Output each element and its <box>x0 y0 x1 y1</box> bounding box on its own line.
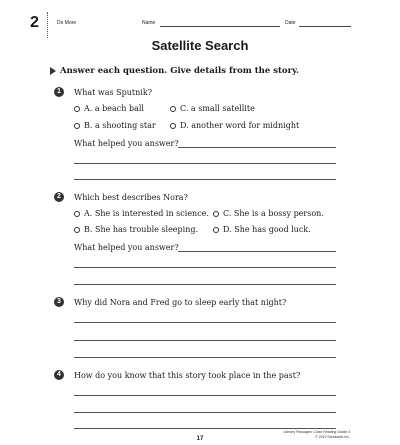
answer-line[interactable] <box>178 251 336 252</box>
answer-line[interactable] <box>74 412 336 413</box>
credit-line-1: Literary Passages: Close Reading Grade 3 <box>283 430 350 434</box>
answer-line[interactable] <box>74 267 336 268</box>
option-label: B. a shooting star <box>84 121 156 130</box>
answer-line[interactable] <box>74 428 336 429</box>
instructions: Answer each question. Give details from the story. <box>60 66 299 76</box>
helped-prompt: What helped you answer? <box>74 139 179 148</box>
answer-line[interactable] <box>178 147 336 148</box>
page-title: Satellite Search <box>151 38 249 53</box>
option-label: D. another word for midnight <box>180 121 300 130</box>
answer-line[interactable] <box>74 284 336 285</box>
question-number: 3 <box>54 297 64 307</box>
date-label: Date <box>285 20 296 26</box>
radio-circle-icon[interactable] <box>74 211 80 217</box>
credit-line-2: © 2019 Scholastic Inc. <box>315 434 350 439</box>
option-d[interactable] <box>170 121 299 130</box>
answer-line[interactable] <box>74 163 336 164</box>
date-line[interactable] <box>299 26 351 27</box>
answer-line[interactable] <box>74 179 336 180</box>
question-number: 4 <box>54 370 64 380</box>
option-c[interactable] <box>170 104 255 113</box>
option-d[interactable] <box>213 225 311 234</box>
question-text: Which best describes Nora? <box>74 193 188 202</box>
option-c[interactable] <box>213 209 324 218</box>
header-divider <box>47 12 48 38</box>
unit-label: Do More <box>57 20 77 26</box>
radio-circle-icon[interactable] <box>213 211 219 217</box>
answer-line[interactable] <box>74 322 336 323</box>
option-label: A. She is interested in science. <box>84 209 209 218</box>
answer-line[interactable] <box>74 357 336 358</box>
arrow-right-icon <box>50 67 56 75</box>
option-label: A. a beach ball <box>84 104 144 113</box>
page-number: 17 <box>196 436 204 442</box>
option-label: D. She has good luck. <box>223 225 311 234</box>
name-line[interactable] <box>160 26 280 27</box>
radio-circle-icon[interactable] <box>74 123 80 129</box>
credit-line <box>283 430 350 439</box>
name-label: Name <box>142 20 156 26</box>
option-b[interactable] <box>74 121 156 130</box>
radio-circle-icon[interactable] <box>74 106 80 112</box>
radio-circle-icon[interactable] <box>213 227 219 233</box>
radio-circle-icon[interactable] <box>170 106 176 112</box>
radio-circle-icon[interactable] <box>170 123 176 129</box>
option-a[interactable] <box>74 104 144 113</box>
question-text: Why did Nora and Fred go to sleep early that night? <box>74 298 287 307</box>
answer-line[interactable] <box>74 340 336 341</box>
option-label: B. She has trouble sleeping. <box>84 225 199 234</box>
answer-line[interactable] <box>74 395 336 396</box>
option-a[interactable] <box>74 209 209 218</box>
helped-prompt: What helped you answer? <box>74 243 179 252</box>
radio-circle-icon[interactable] <box>74 227 80 233</box>
unit-number: 2 <box>30 14 39 31</box>
question-text: How do you know that this story took place in the past? <box>74 371 301 380</box>
question-text: What was Sputnik? <box>74 88 152 97</box>
option-label: C. She is a bossy person. <box>223 209 324 218</box>
question-number: 2 <box>54 192 64 202</box>
question-number: 1 <box>54 87 64 97</box>
option-label: C. a small satellite <box>180 104 255 113</box>
option-b[interactable] <box>74 225 198 234</box>
